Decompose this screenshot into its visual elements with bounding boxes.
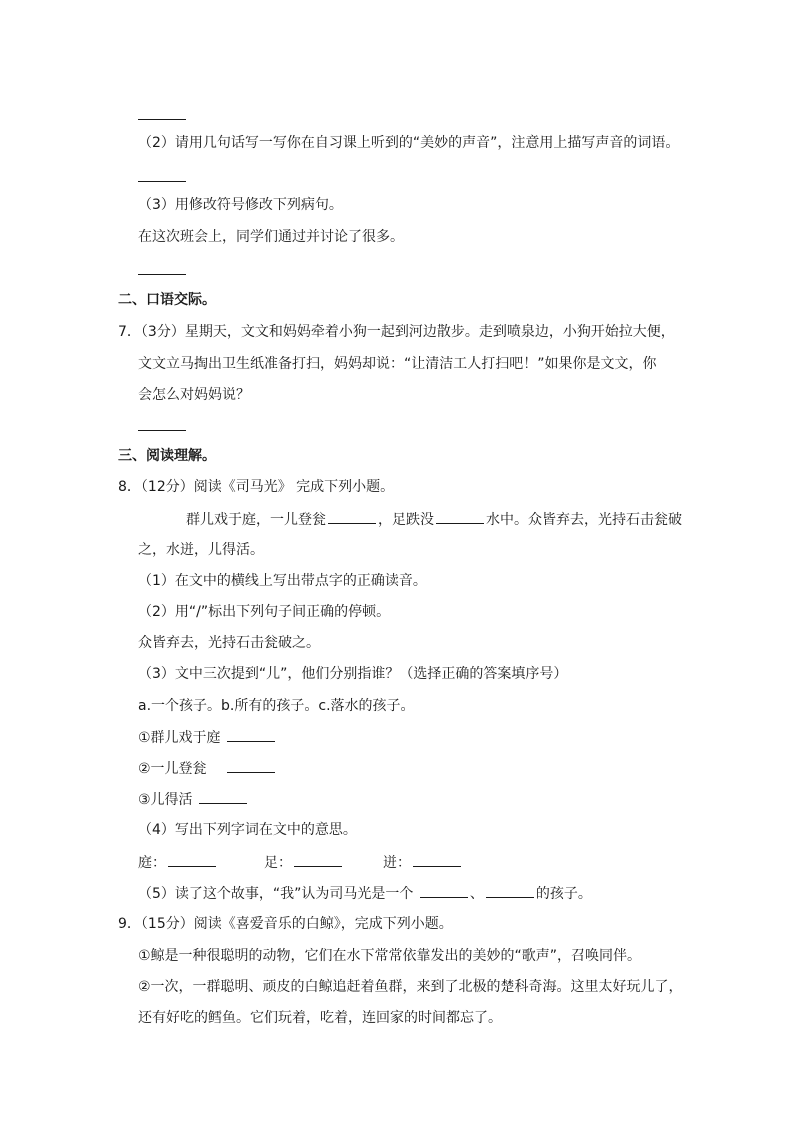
subquestion-2-sentence: 众皆弃去，光持石击瓮破之。 — [138, 635, 320, 651]
question-7-line-2: 文文立马掏出卫生纸准备打扫，妈妈却说：“让清洁工人打扫吧！”如果你是文文，你 — [138, 356, 657, 372]
question-7-line-1: 7．（3分）星期天，文文和妈妈牵着小狗一起到河边散步。走到喷泉边，小狗开始拉大便， — [118, 324, 675, 340]
subquestion-5-sep: 、 — [469, 886, 484, 902]
subquestion-4: （4）写出下列字词在文中的意思。 — [138, 822, 357, 838]
section-heading-reading: 三、阅读理解。 — [118, 448, 216, 464]
choice-item-3 — [138, 789, 249, 810]
choice-blank-2[interactable] — [227, 758, 275, 773]
choice-blank-1[interactable] — [227, 727, 275, 742]
answer-line-q7[interactable] — [138, 429, 186, 431]
subquestion-5-text-2: 的孩子。 — [535, 886, 592, 902]
subquestion-5-text-1: （5）读了这个故事，“我”认为司马光是一个 — [138, 886, 414, 902]
section-heading-oral: 二、口语交际。 — [118, 292, 216, 308]
passage-segment-3: 水中。众皆弃去，光持石击瓮破 — [486, 512, 682, 528]
answer-line-3[interactable] — [138, 273, 186, 275]
question-7-line-3: 会怎么对妈妈说？ — [138, 387, 250, 403]
subquestion-5 — [138, 883, 592, 904]
choice-item-1-label: ①群儿戏于庭 — [138, 730, 221, 746]
choice-blank-3[interactable] — [199, 789, 247, 804]
reading-paragraph-2-line-1: ②一次，一群聪明、顽皮的白鲸追赶着鱼群，来到了北极的楚科奇海。这里太好玩儿了， — [138, 979, 683, 995]
word-meaning-3 — [383, 852, 463, 873]
choice-item-1 — [138, 727, 277, 748]
subquestion-1: （1）在文中的横线上写出带点字的正确读音。 — [138, 573, 427, 589]
blank-reading-1[interactable] — [328, 509, 376, 524]
question-2-prompt: （2）请用几句话写一写你在自习课上听到的“美妙的声音”，注意用上描写声音的词语。 — [138, 135, 680, 151]
choice-item-2 — [138, 758, 277, 779]
answer-line-1[interactable] — [138, 118, 186, 120]
subquestion-2: （2）用“/”标出下列句子间正确的停顿。 — [138, 604, 391, 620]
question-3-prompt: （3）用修改符号修改下列病句。 — [138, 197, 343, 213]
subquestion-3-options: a.一个孩子。b.所有的孩子。c.落水的孩子。 — [138, 698, 415, 714]
reading-paragraph-1: ①鲸是一种很聪明的动物，它们在水下常常依靠发出的美妙的“歌声”，召唤同伴。 — [138, 948, 642, 964]
trait-blank-1[interactable] — [420, 883, 468, 898]
passage-line-1 — [186, 509, 682, 530]
choice-item-3-label: ③儿得活 — [138, 792, 193, 808]
trait-blank-2[interactable] — [486, 883, 534, 898]
answer-line-2[interactable] — [138, 180, 186, 182]
word-meaning-2-label: 足： — [264, 855, 292, 871]
faulty-sentence: 在这次班会上，同学们通过并讨论了很多。 — [138, 229, 404, 245]
word-blank-1[interactable] — [168, 852, 216, 867]
question-8-title: 8．（12分）阅读《司马光》 完成下列小题。 — [118, 479, 395, 495]
blank-reading-2[interactable] — [436, 509, 484, 524]
passage-segment-1: 群儿戏于庭，一儿登瓮 — [186, 512, 326, 528]
passage-line-2: 之，水迸，儿得活。 — [138, 542, 264, 558]
word-blank-3[interactable] — [413, 852, 461, 867]
reading-paragraph-2-line-2: 还有好吃的鳕鱼。它们玩着，吃着，连回家的时间都忘了。 — [138, 1010, 502, 1026]
word-blank-2[interactable] — [294, 852, 342, 867]
word-meaning-3-label: 迸： — [383, 855, 411, 871]
word-meaning-1 — [138, 852, 218, 873]
word-meaning-2 — [264, 852, 344, 873]
question-9-title: 9．（15分）阅读《喜爱音乐的白鲸》，完成下列小题。 — [118, 916, 453, 932]
choice-item-2-label: ②一儿登瓮 — [138, 761, 207, 777]
word-meaning-1-label: 庭： — [138, 855, 166, 871]
subquestion-3: （3）文中三次提到“儿”，他们分别指谁？（选择正确的答案填序号） — [138, 666, 568, 682]
passage-segment-2: ，足跌没 — [378, 512, 434, 528]
